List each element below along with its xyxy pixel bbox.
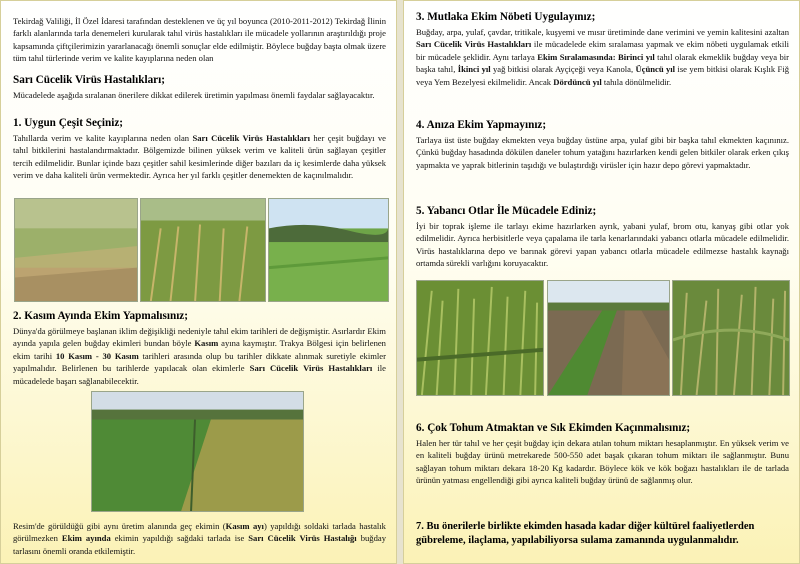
- section-4-paragraph: Tarlaya üst üste buğday ekmekten veya buğday üstüne arpa, yulaf gibi bir başka tahıl ekmekten kaçınınız. Çünkü buğday hasadında dökülen daneler tohum yatağını hazırlarken kendi gelen bitkiler olarak erken çıkış yapmakta ve yaprak bitlerinin taşıdığı ve bulaştırdığı virüsler için hazır depo görevi yapmaktadır.: [416, 135, 789, 170]
- intro-text: Tekirdağ Valiliği, İl Özel İdaresi tarafından desteklenen ve üç yıl boyunca (2010-2011-2012) Tekirdağ İlinin farklı alanlarında tarla denemeleri kurularak tahıl virüs hastalıkları ile mücadele yollarının araştırıldığı proje kapsamında çiftçilerimizin yararlanacağı önemli sonuçlar elde edilmiştir. Böylece buğday başta olmak üzere tüm tahıl türlerinde verim ve kalite kayıplarına neden olan: [13, 16, 386, 64]
- wheat-field-photo-3: [268, 198, 389, 302]
- section-5-paragraph: İyi bir toprak işleme ile tarlayı ekime hazırlarken ayrık, yabani yulaf, brom otu, kanyaş gibi otlar yok edilmelidir. Ayrıca herbisitlerle veya çapalama ile tarla kenarlarındaki yabancı otlarla mücadele edilmelidir. Virüs hastalıklarına depo ve barınak görevi yapan yabancı otlarla mücadele edilmezse hastalık kaynağı ortamda sürekli varlığını koruyacaktır.: [416, 221, 789, 269]
- section-1-heading: 1. Uygun Çeşit Seçiniz;: [13, 117, 124, 129]
- left-page: [0, 0, 397, 564]
- intro-paragraph: [13, 15, 386, 65]
- comparison-field-photo: [91, 391, 304, 512]
- section-2-heading: 2. Kasım Ayında Ekim Yapmalısınız;: [13, 310, 188, 322]
- section-5-heading: 5. Yabancı Otlar İle Mücadele Ediniz;: [416, 205, 597, 217]
- section-2-paragraph: Dünya'da görülmeye başlanan iklim değişikliği nedeniyle tahıl ekim tarihleri de değişmiştir. Asırlardır Ekim ayında yapıla gelen buğday ekimleri bundan böyle Kasım ayına kaymıştır. Trakya Bölgesi için belirlenen ekim tarihi 10 Kasım - 30 Kasım tarihleri arasında olup bu tarihler dikkate alınmak suretiyle ekimler yapılmalıdır. Belirlenen bu tarihlerde yapılacak olan ekimlerle Sarı Cücelik Virüs Hastalıkları ile mücadelede başarı sağlanabilecektir.: [13, 326, 386, 386]
- section-6-heading: 6. Çok Tohum Atmaktan ve Sık Ekimden Kaçınmalısınız;: [416, 422, 691, 434]
- right-page: [403, 0, 800, 564]
- main-title: Sarı Cücelik Virüs Hastalıkları;: [13, 74, 165, 86]
- weeds-photo-3: [672, 280, 790, 396]
- section-3-paragraph: Buğday, arpa, yulaf, çavdar, tritikale, kuşyemi ve mısır üretiminde dane verimini ve yemin kalitesini azaltan Sarı Cücelik Virüs Hastalıkları ile mücadelede ekim sıralaması yapmak ve ekim nöbeti uygulamak etkili bir mücadele şeklidir. Aynı tarlaya Ekim Sıralamasında: Birinci yıl tahıl olarak ekmeklik buğday veya bir başka tahıl, İkinci yıl yağ bitkisi olarak Ayçiçeği veya Kanola, Üçüncü yıl ise yem bitkisi olarak Kışlık Fiğ veya Yem Bezelyesi ekilmelidir. Ancak Dördüncü yıl tahıla dönülmelidir.: [416, 27, 790, 87]
- wheat-field-photo-1: [14, 198, 138, 302]
- section-3-heading: 3. Mutlaka Ekim Nöbeti Uygulayınız;: [416, 11, 596, 23]
- main-subtitle: Mücadelede aşağıda sıralanan önerilere dikkat edilerek üretimin yapılması önemli faydalar sağlayacaktır.: [13, 90, 375, 100]
- wheat-field-photo-2: [140, 198, 266, 302]
- weeds-photo-1: [416, 280, 544, 396]
- section-7-note: 7. Bu önerilerle birlikte ekimden hasada kadar diğer kültürel faaliyetlerden gübreleme, ilaçlama, yapılabiliyorsa sulama zamanında uygulanmalıdır.: [416, 521, 755, 546]
- section-1-paragraph: Tahıllarda verim ve kalite kayıplarına neden olan Sarı Cücelik Virüs Hastalıkları her çeşit buğdayı ve tahıl bitkilerini hastalandırmaktadır. Bölgemizde bilinen yüksek verim ve kaliteli ürün sağlayan çeşitler tercih edilmelidir. Bunlar içinde bazı çeşitler sahil kesimlerinde diğer bazıları da iç kesimlerde daha yüksek verim ve daha kaliteli ürün vermektedir. Ayrıca her yıl farklı çeşitler denemekten de kaçınılmalıdır.: [13, 133, 386, 181]
- weeds-photo-2: [547, 280, 670, 396]
- photo-caption: Resim'de görüldüğü gibi aynı üretim alanında geç ekimin (Kasım ayı) yapıldığı soldaki tarlada hastalık görülmezken Ekim ayında ekimin yapıldığı sağdaki tarlada ise Sarı Cücelik Virüs Hastalığı buğday tarlasını önemli oranda etkilemiştir.: [13, 521, 386, 556]
- section-6-paragraph: Halen her tür tahıl ve her çeşit buğday için dekara atılan tohum miktarı hesaplanmıştır. En yüksek verim ve en kaliteli buğday ürünü metrekarede 500-550 adet başak çıkaran tohum miktarı ile sağlanmıştır. Bunu sağlayan tohum miktarı dekara 18-20 Kg kadardır. Böylece kök ve kök boğazı hastalıkları ile de tarlada ürünün yatması engellendiği gibi ayrıca kaliteli buğday ürünü de sağlanmış olur.: [416, 438, 789, 486]
- section-4-heading: 4. Anıza Ekim Yapmayınız;: [416, 119, 547, 131]
